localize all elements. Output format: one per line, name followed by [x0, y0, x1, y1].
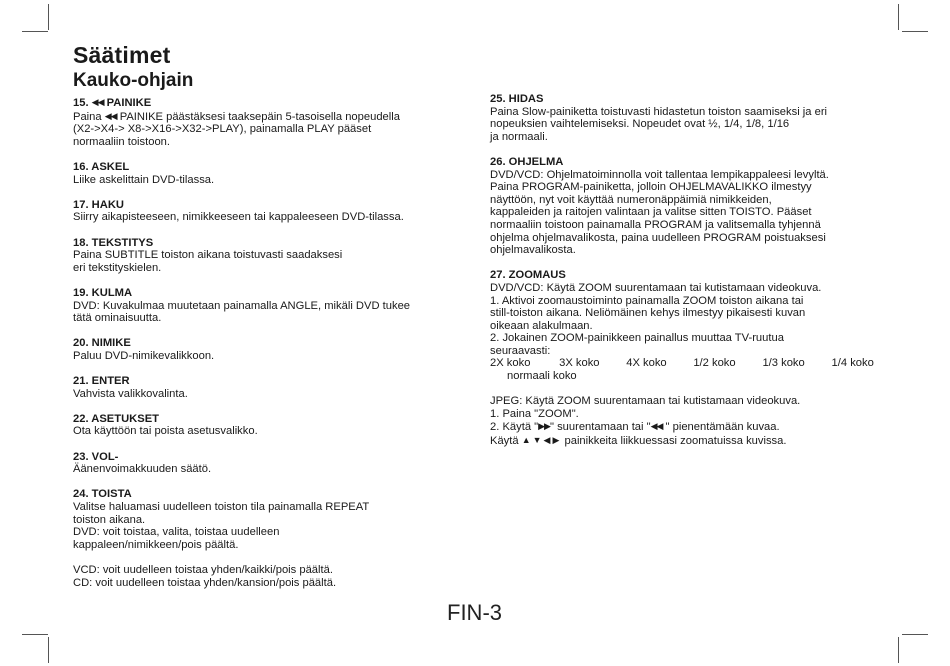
left-column [73, 96, 463, 589]
section-18: 18. TEKSTITYS Paina SUBTITLE toiston aikana toistuvasti saadaksesi eri tekstityskielen. [73, 237, 463, 275]
section-24: 24. TOISTA Valitse haluamasi uudelleen toiston tila painamalla REPEAT toiston aikana. DVD: voit toistaa, valita, toistaa uudelleen kappaleen/nimikkeen/pois päältä. VCD: voit uudelleen toistaa yhden/kaikki/pois päältä. CD: voit uudelleen toistaa yhden/kansion/pois päältä. [73, 488, 463, 589]
fast-forward-icon: ▶▶ [538, 421, 550, 432]
crop-mark [22, 634, 48, 635]
page-title: Säätimet [73, 42, 171, 68]
section-heading: 18. TEKSTITYS [73, 236, 154, 249]
section-heading: 24. TOISTA [73, 488, 132, 501]
arrow-keys-icon: ▲▼◀▶ [521, 435, 562, 446]
section-heading: 22. ASETUKSET [73, 412, 159, 425]
crop-mark [898, 637, 899, 663]
section-heading: 19. KULMA [73, 286, 133, 299]
right-column [490, 93, 890, 448]
section-heading: 17. HAKU [73, 198, 124, 211]
section-27: 27. ZOOMAUS DVD/VCD: Käytä ZOOM suurentamaan tai kutistamaan videokuva. 1. Aktivoi zoomaustoiminto painamalla ZOOM toiston aikana tai still-toiston aikana. Neliömäinen kehys ilmestyy pikaisesti kuvan oikeaan alakulmaan. 2. Jokainen ZOOM-painikkeen painallus muuttaa TV-ruutua seuraavasti: 2X koko 3X koko 4X koko 1/2 koko 1/3 koko 1/4 koko normaali koko JPEG: Käytä ZOOM suurentamaan tai kutistamaan videokuva. 1. Paina "ZOOM". 2. Käytä "▶▶" suurentamaan tai "◀◀ " pienentämään kuvaa. Käytä ▲▼◀▶ painikkeita liikkuessasi zoomatuissa kuvissa. [490, 269, 890, 447]
page-number: FIN-3 [447, 600, 502, 625]
section-20: 20. NIMIKE Paluu DVD-nimikevalikkoon. [73, 337, 463, 362]
section-heading: 26. OHJELMA [490, 155, 564, 168]
zoom-levels: 2X koko 3X koko 4X koko 1/2 koko 1/3 koko 1/4 koko [490, 357, 874, 370]
section-16: 16. ASKEL Liike askelittain DVD-tilassa. [73, 161, 463, 186]
rewind-icon: ◀◀ [91, 97, 104, 107]
section-21: 21. ENTER Vahvista valikkovalinta. [73, 375, 463, 400]
crop-mark [902, 634, 928, 635]
crop-mark [22, 31, 48, 32]
section-heading: 15. ◀◀ PAINIKE [73, 97, 152, 109]
rewind-icon: ◀◀ [650, 421, 663, 432]
section-heading: 16. ASKEL [73, 160, 130, 173]
section-heading: 20. NIMIKE [73, 337, 131, 350]
crop-mark [898, 4, 899, 30]
section-23: 23. VOL- Äänenvoimakkuuden säätö. [73, 451, 463, 476]
section-17: 17. HAKU Siirry aikapisteeseen, nimikkeeseen tai kappaleeseen DVD-tilassa. [73, 199, 463, 224]
section-heading: 21. ENTER [73, 375, 130, 388]
section-heading: 23. VOL- [73, 450, 119, 463]
section-heading: 27. ZOOMAUS [490, 269, 566, 282]
crop-mark [48, 4, 49, 30]
section-19: 19. KULMA DVD: Kuvakulmaa muutetaan painamalla ANGLE, mikäli DVD tukee tätä ominaisuutta. [73, 287, 463, 325]
section-heading: 25. HIDAS [490, 93, 544, 105]
section-26: 26. OHJELMA DVD/VCD: Ohjelmatoiminnolla voit tallentaa lempikappaleesi levyltä. Paina PROGRAM-painiketta, jolloin OHJELMAVALIKKO ilmestyy näyttöön, nyt voit käyttää numeronäppäimiä nimikkeiden, kappaleiden ja raitojen valintaan ja valitse sitten TOISTO. Pääset normaaliin toistoon painamalla PROGRAM ja valitsemalla tyhjennä ohjelma ohjelmavalikosta, paina uudelleen PROGRAM poistuaksesi ohjelmavalikosta. [490, 156, 890, 257]
rewind-icon: ◀◀ [104, 110, 117, 121]
crop-mark [48, 637, 49, 663]
section-22: 22. ASETUKSET Ota käyttöön tai poista asetusvalikko. [73, 413, 463, 438]
section-15: 15. ◀◀ PAINIKE Paina ◀◀ PAINIKE päästäksesi taaksepäin 5-tasoisella nopeudella (X2->X4-> X8->X16->X32->PLAY), painamalla PLAY pääset normaaliin toistoon. [73, 96, 463, 148]
crop-mark [902, 31, 928, 32]
page-subtitle: Kauko-ohjain [73, 70, 194, 91]
section-25: 25. HIDAS Paina Slow-painiketta toistuvasti hidastetun toiston saamiseksi ja eri nopeuksien vaihtelemiseksi. Nopeudet ovat ½, 1/4, 1/8, 1/16 ja normaali. [490, 93, 890, 143]
